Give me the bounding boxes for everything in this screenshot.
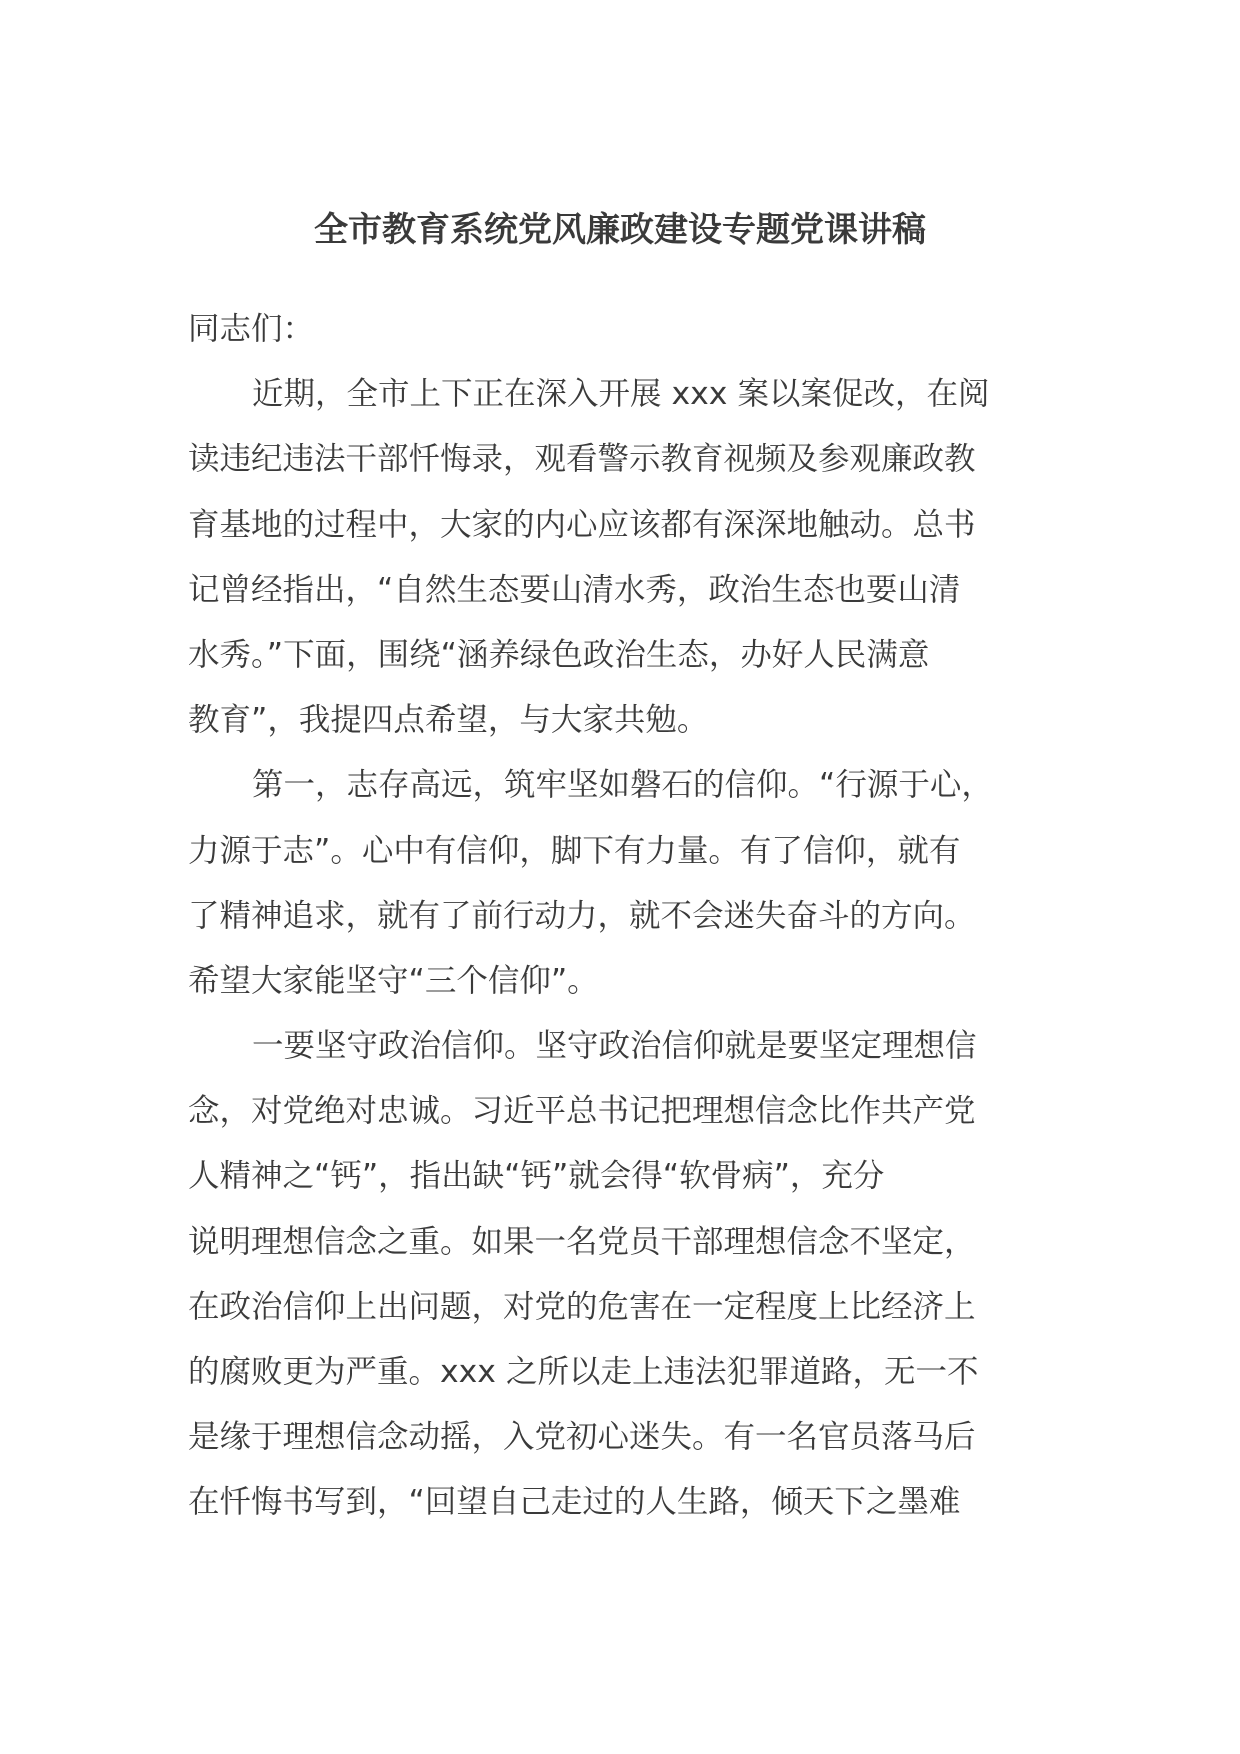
text-line: 读违纪违法干部忏悔录，观看警示教育视频及参观廉政教 bbox=[188, 441, 976, 478]
text-line: 的腐败更为严重。xxx 之所以走上违法犯罪道路，无一不 bbox=[188, 1354, 979, 1390]
text-line: 同志们： bbox=[188, 311, 315, 347]
text-line: 育基地的过程中，大家的内心应该都有深深地触动。总书 bbox=[188, 506, 976, 543]
text-line: 第一，志存高远，筑牢坚如磐石的信仰。“行源于心， bbox=[252, 767, 993, 804]
text-line: 在忏悔书写到，“回望自己走过的人生路，倾天下之墨难 bbox=[188, 1484, 961, 1521]
text-line: 人精神之“钙”，指出缺“钙”就会得“软骨病”，充分 bbox=[188, 1158, 885, 1195]
text-line: 念，对党绝对忠诚。习近平总书记把理想信念比作共产党 bbox=[188, 1093, 976, 1130]
text-line: 说明理想信念之重。如果一名党员干部理想信念不坚定， bbox=[188, 1223, 976, 1260]
text-line: 水秀。”下面，围绕“涵养绿色政治生态，办好人民满意 bbox=[188, 636, 930, 673]
document-title: 全市教育系统党风廉政建设专题党课讲稿 bbox=[314, 210, 926, 250]
text-line: 在政治信仰上出问题，对党的危害在一定程度上比经济上 bbox=[188, 1288, 976, 1325]
text-line: 记曾经指出，“自然生态要山清水秀，政治生态也要山清 bbox=[188, 571, 961, 608]
text-line: 了精神追求，就有了前行动力，就不会迷失奋斗的方向。 bbox=[188, 897, 976, 934]
text-line: 近期，全市上下正在深入开展 xxx 案以案促改，在阅 bbox=[252, 376, 990, 413]
text-line: 力源于志”。心中有信仰，脚下有力量。有了信仰，就有 bbox=[188, 832, 961, 869]
document-body bbox=[188, 305, 1068, 1544]
text-line: 一要坚守政治信仰。坚守政治信仰就是要坚定理想信 bbox=[252, 1028, 977, 1065]
text-line: 希望大家能坚守“三个信仰”。 bbox=[188, 962, 599, 999]
text-line: 教育”，我提四点希望，与大家共勉。 bbox=[188, 702, 709, 739]
text-line: 是缘于理想信念动摇，入党初心迷失。有一名官员落马后 bbox=[188, 1419, 976, 1456]
